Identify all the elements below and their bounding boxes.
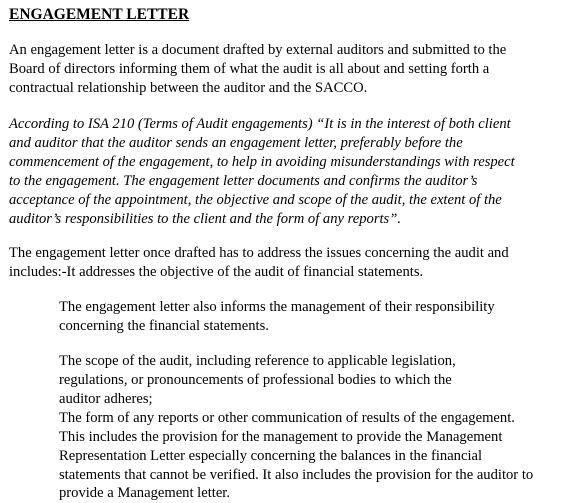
quote-line: According to ISA 210 (Terms of Audit engagements) “It is in the interest of both client — [9, 116, 511, 132]
point-line: The scope of the audit, including reference to applicable legislation, — [59, 353, 456, 369]
intro-line: An engagement letter is a document drafted by external auditors and submitted to the — [9, 42, 507, 58]
issues-line: includes:-It addresses the objective of the audit of financial statements. — [9, 264, 424, 280]
quote-line: to the engagement. The engagement letter documents and confirms the auditor’s — [9, 173, 478, 189]
point-line: statements that cannot be verified. It also includes the provision for the auditor to — [59, 467, 534, 483]
point-line: Representation Letter especially concerning the balances in the financial — [59, 448, 483, 464]
point-line: The engagement letter also informs the management of their responsibility — [59, 299, 495, 315]
point-line: provide a Management letter. — [59, 485, 231, 501]
intro-line: Board of directors informing them of what the audit is all about and setting forth a — [9, 61, 490, 77]
point-line: This includes the provision for the management to provide the Management — [59, 429, 503, 445]
quote-line: and auditor that the auditor sends an engagement letter, preferably before the — [9, 135, 463, 151]
issues-line: The engagement letter once drafted has to address the issues concerning the audit and — [9, 245, 509, 261]
point-line: regulations, or pronouncements of professional bodies to which the — [59, 372, 452, 388]
quote-line: commencement of the engagement, to help in avoiding misunderstandings with respect — [9, 154, 515, 170]
point-line: concerning the financial statements. — [59, 318, 269, 334]
point-line: The form of any reports or other communication of results of the engagement. — [59, 410, 515, 426]
quote-line: auditor’s responsibilities to the client and the form of any reports”. — [9, 211, 401, 227]
intro-line: contractual relationship between the auditor and the SACCO. — [9, 80, 368, 96]
point-line: auditor adheres; — [59, 391, 153, 407]
document-title: ENGAGEMENT LETTER — [9, 6, 190, 23]
quote-line: acceptance of the appointment, the objective and scope of the audit, the extent of the — [9, 192, 502, 208]
